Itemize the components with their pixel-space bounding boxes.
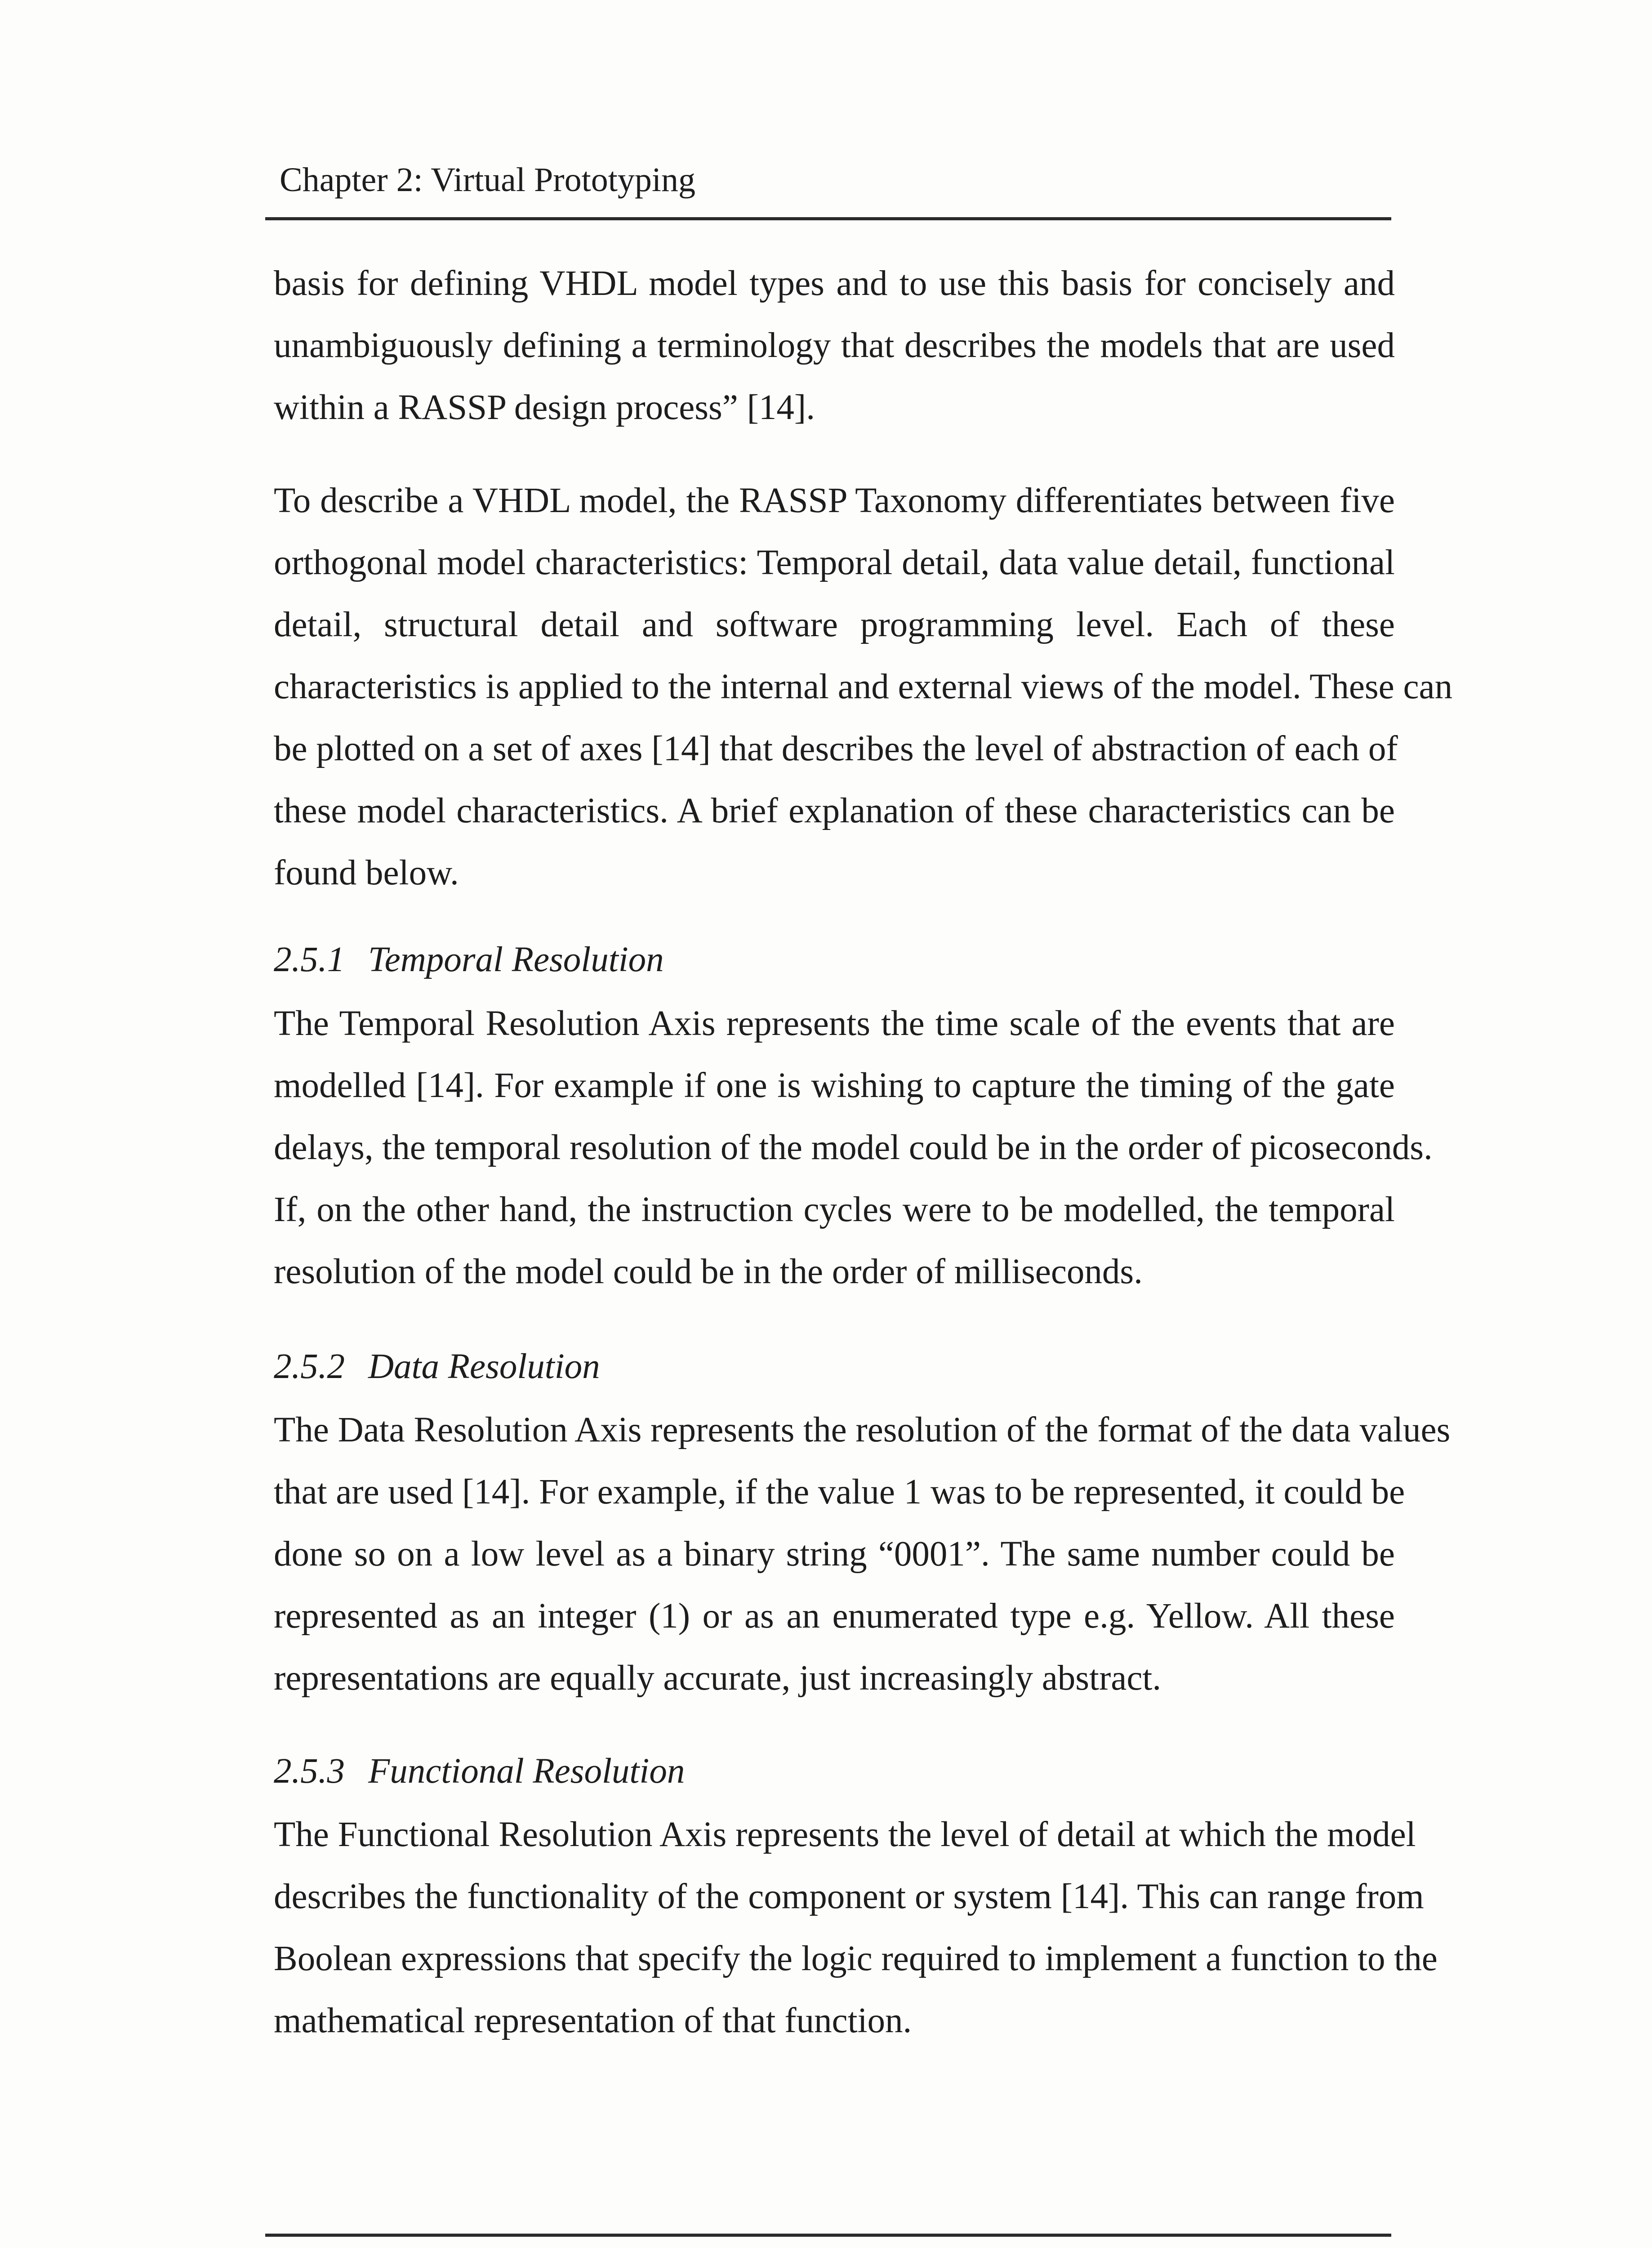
section-heading-2-5-1 — [274, 937, 664, 982]
section-number: 2.5.3 — [274, 1752, 345, 1791]
paragraph-data-resolution — [274, 1399, 1451, 1709]
section-heading-2-5-3 — [274, 1749, 685, 1794]
header-rule — [265, 217, 1391, 220]
footer-rule — [265, 2234, 1391, 2237]
text-line: that are used [14]. For example, if the value 1 was to be represented, it could be — [274, 1472, 1405, 1512]
text-line: The Data Resolution Axis represents the resolution of the format of the data values — [274, 1410, 1451, 1450]
text-line: within a RASSP design process” [14]. — [274, 388, 815, 427]
text-line: represented as an integer (1) or as an enumerated type e.g. Yellow. All these — [274, 1597, 1395, 1636]
section-title: Data Resolution — [368, 1347, 600, 1386]
text-line: resolution of the model could be in the order of milliseconds. — [274, 1252, 1143, 1291]
paragraph-temporal-resolution — [274, 993, 1433, 1303]
paragraph-continuation — [274, 253, 1395, 439]
text-line: delays, the temporal resolution of the model could be in the order of picoseconds. — [274, 1128, 1433, 1167]
text-line: done so on a low level as a binary string “0001”. The same number could be — [274, 1534, 1395, 1574]
section-heading-2-5-2 — [274, 1344, 600, 1389]
text-line: mathematical representation of that function. — [274, 2001, 912, 2040]
text-line: To describe a VHDL model, the RASSP Taxonomy differentiates between five — [274, 481, 1395, 520]
text-line: detail, structural detail and software programming level. Each of these — [274, 605, 1395, 644]
section-title: Temporal Resolution — [368, 940, 664, 979]
text-line: The Functional Resolution Axis represents the level of detail at which the model — [274, 1815, 1416, 1854]
text-line: The Temporal Resolution Axis represents the time scale of the events that are — [274, 1004, 1395, 1043]
text-line: representations are equally accurate, just increasingly abstract. — [274, 1659, 1162, 1698]
text-line: Boolean expressions that specify the logic required to implement a function to the — [274, 1939, 1438, 1978]
paragraph-functional-resolution — [274, 1804, 1438, 2052]
text-line: found below. — [274, 853, 459, 892]
running-header: Chapter 2: Virtual Prototyping — [280, 161, 695, 199]
text-line: describes the functionality of the component or system [14]. This can range from — [274, 1877, 1424, 1916]
section-number: 2.5.1 — [274, 940, 345, 979]
text-line: basis for defining VHDL model types and to use this basis for concisely and — [274, 264, 1395, 303]
text-line: these model characteristics. A brief explanation of these characteristics can be — [274, 791, 1395, 830]
text-line: If, on the other hand, the instruction cycles were to be modelled, the temporal — [274, 1190, 1395, 1229]
text-line: orthogonal model characteristics: Temporal detail, data value detail, functional — [274, 543, 1395, 582]
text-line: characteristics is applied to the internal and external views of the model. These can — [274, 667, 1453, 706]
text-line: modelled [14]. For example if one is wishing to capture the timing of the gate — [274, 1066, 1395, 1105]
text-line: be plotted on a set of axes [14] that describes the level of abstraction of each of — [274, 729, 1398, 768]
text-line: unambiguously defining a terminology that describes the models that are used — [274, 326, 1395, 365]
section-number: 2.5.2 — [274, 1347, 345, 1386]
section-title: Functional Resolution — [368, 1752, 685, 1791]
paragraph-taxonomy — [274, 470, 1453, 904]
